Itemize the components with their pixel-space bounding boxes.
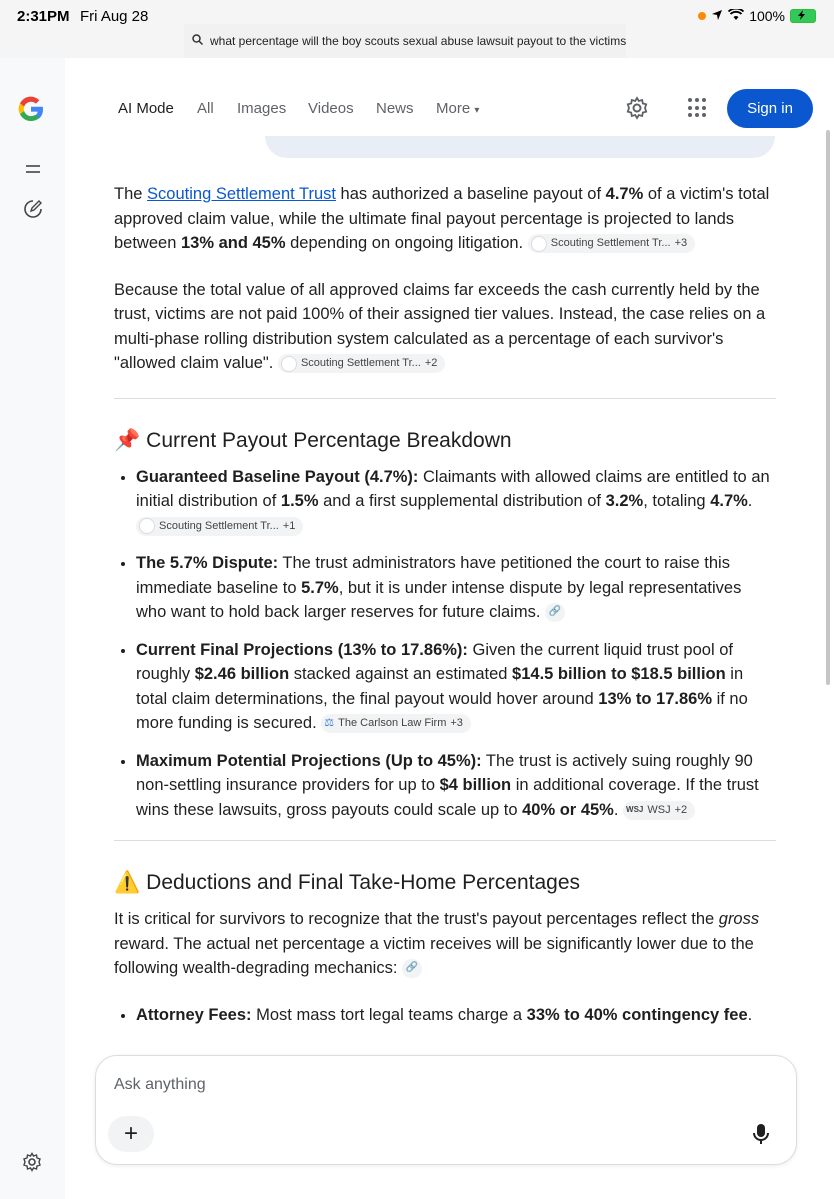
search-icon xyxy=(192,34,203,48)
address-bar-query: what percentage will the boy scouts sexual abuse lawsuit payout to the victims xyxy=(210,34,627,48)
plus-icon: + xyxy=(123,1120,138,1147)
scouting-settlement-trust-link[interactable]: Scouting Settlement Trust xyxy=(147,185,336,203)
wifi-icon xyxy=(728,8,744,24)
divider xyxy=(114,840,776,841)
battery-percent: 100% xyxy=(749,8,785,24)
source-favicon xyxy=(139,518,155,534)
list-item: • Maximum Potential Projections (Up to 45%): The trust is actively suing roughly 90 non-settling insurance providers for up to $4 billion in additional coverage. If the trust wins these lawsuits, gross payouts could scale up to 40% or 45%. WSJ WSJ +2 xyxy=(136,749,776,823)
source-chip[interactable]: ⚖ The Carlson Law Firm +3 xyxy=(321,714,471,733)
answer-paragraph-2: Because the total value of all approved claims far exceeds the cash currently held by the trust, victims are not paid 100% of their assigned tier values. Instead, the case relies on a multi-phase rolling distribution system calculated as a percentage of each survivor's "allowed claim value". Scouting Settlement Tr... +2 xyxy=(114,280,766,372)
list-item: • Attorney Fees: Most mass tort legal teams charge a 33% to 40% contingency fee. xyxy=(136,1003,776,1028)
source-chip[interactable]: WSJ WSJ +2 xyxy=(623,801,695,820)
list-item: • Current Final Projections (13% to 17.86%): Given the current liquid trust pool of roughly $2.46 billion stacked against an estimated $14.5 billion to $18.5 billion in total claim determinations, the final payout would hover around 13% to 17.86% if no more funding is secured. ⚖ The Carlson Law Firm +3 xyxy=(136,638,776,736)
list-item: • The 5.7% Dispute: The trust administrators have petitioned the court to raise this immediate baseline to 5.7%, but it is under intense dispute by legal representatives who want to hold back larger reserves for future claims. 🔗 xyxy=(136,551,776,625)
scales-icon: ⚖ xyxy=(324,717,335,730)
source-favicon xyxy=(281,356,297,372)
settings-gear-icon[interactable] xyxy=(22,1152,44,1174)
battery-charging-icon xyxy=(790,9,816,23)
wsj-logo: WSJ xyxy=(626,804,644,814)
settings-icon[interactable] xyxy=(625,96,649,120)
tab-ai-mode[interactable]: AI Mode xyxy=(118,100,174,117)
divider xyxy=(114,398,776,399)
microphone-icon[interactable] xyxy=(750,1122,772,1146)
warning-icon: ⚠️ xyxy=(114,871,141,894)
sign-in-button[interactable]: Sign in xyxy=(727,89,813,128)
tab-news[interactable]: News xyxy=(376,100,414,117)
status-time: 2:31PM xyxy=(17,8,70,25)
sidebar xyxy=(0,58,65,1199)
status-date: Fri Aug 28 xyxy=(80,8,149,25)
mic-in-use-indicator-icon xyxy=(698,12,706,20)
google-logo[interactable] xyxy=(17,95,45,128)
menu-icon[interactable] xyxy=(22,158,44,180)
location-arrow-icon xyxy=(711,8,723,24)
scrollbar[interactable] xyxy=(826,130,830,685)
link-icon[interactable]: 🔗 xyxy=(545,603,565,622)
source-chip[interactable]: Scouting Settlement Tr... +3 xyxy=(528,234,695,253)
add-attachment-button[interactable] xyxy=(108,1116,154,1152)
payout-list xyxy=(114,465,776,823)
section-heading-payout: 📌 Current Payout Percentage Breakdown xyxy=(114,428,512,452)
section-heading-deductions: ⚠️ Deductions and Final Take-Home Percentages xyxy=(114,871,581,894)
user-query-bubble xyxy=(265,136,775,158)
apps-grid-icon[interactable] xyxy=(688,98,708,118)
deductions-paragraph: It is critical for survivors to recognize that the trust's payout percentages reflect the gross reward. The actual net percentage a victim receives will be significantly lower due to the following wealth-degrading mechanics: 🔗 xyxy=(114,910,760,977)
tab-videos[interactable]: Videos xyxy=(308,100,354,117)
tab-more[interactable] xyxy=(436,100,479,117)
ai-answer xyxy=(114,182,776,1040)
ask-input[interactable]: Ask anything xyxy=(114,1076,206,1093)
deductions-list xyxy=(114,1003,776,1028)
new-chat-icon[interactable] xyxy=(22,198,44,220)
answer-paragraph-1: The Scouting Settlement Trust has authorized a baseline payout of 4.7% of a victim's total approved claim value, while the ultimate final payout percentage is projected to lands between 13% and 45% depending on ongoing litigation. Scouting Settlement Tr... +3 xyxy=(114,185,770,252)
source-chip[interactable]: Scouting Settlement Tr... +2 xyxy=(278,354,445,373)
tab-images[interactable]: Images xyxy=(237,100,287,117)
source-favicon xyxy=(531,236,547,252)
tab-more-label: More xyxy=(436,100,471,117)
link-icon[interactable]: 🔗 xyxy=(402,959,422,978)
status-indicators xyxy=(698,8,816,24)
list-item: • Guaranteed Baseline Payout (4.7%): Claimants with allowed claims are entitled to an initial distribution of 1.5% and a first supplemental distribution of 3.2%, totaling 4.7%. Scouting Settlement Tr... +1 xyxy=(136,465,776,539)
source-chip[interactable]: Scouting Settlement Tr... +1 xyxy=(136,517,303,536)
chevron-down-icon: ▾ xyxy=(474,105,480,116)
tab-all[interactable]: All xyxy=(197,100,214,117)
ask-input-box[interactable] xyxy=(95,1055,797,1165)
pushpin-icon: 📌 xyxy=(114,428,141,452)
